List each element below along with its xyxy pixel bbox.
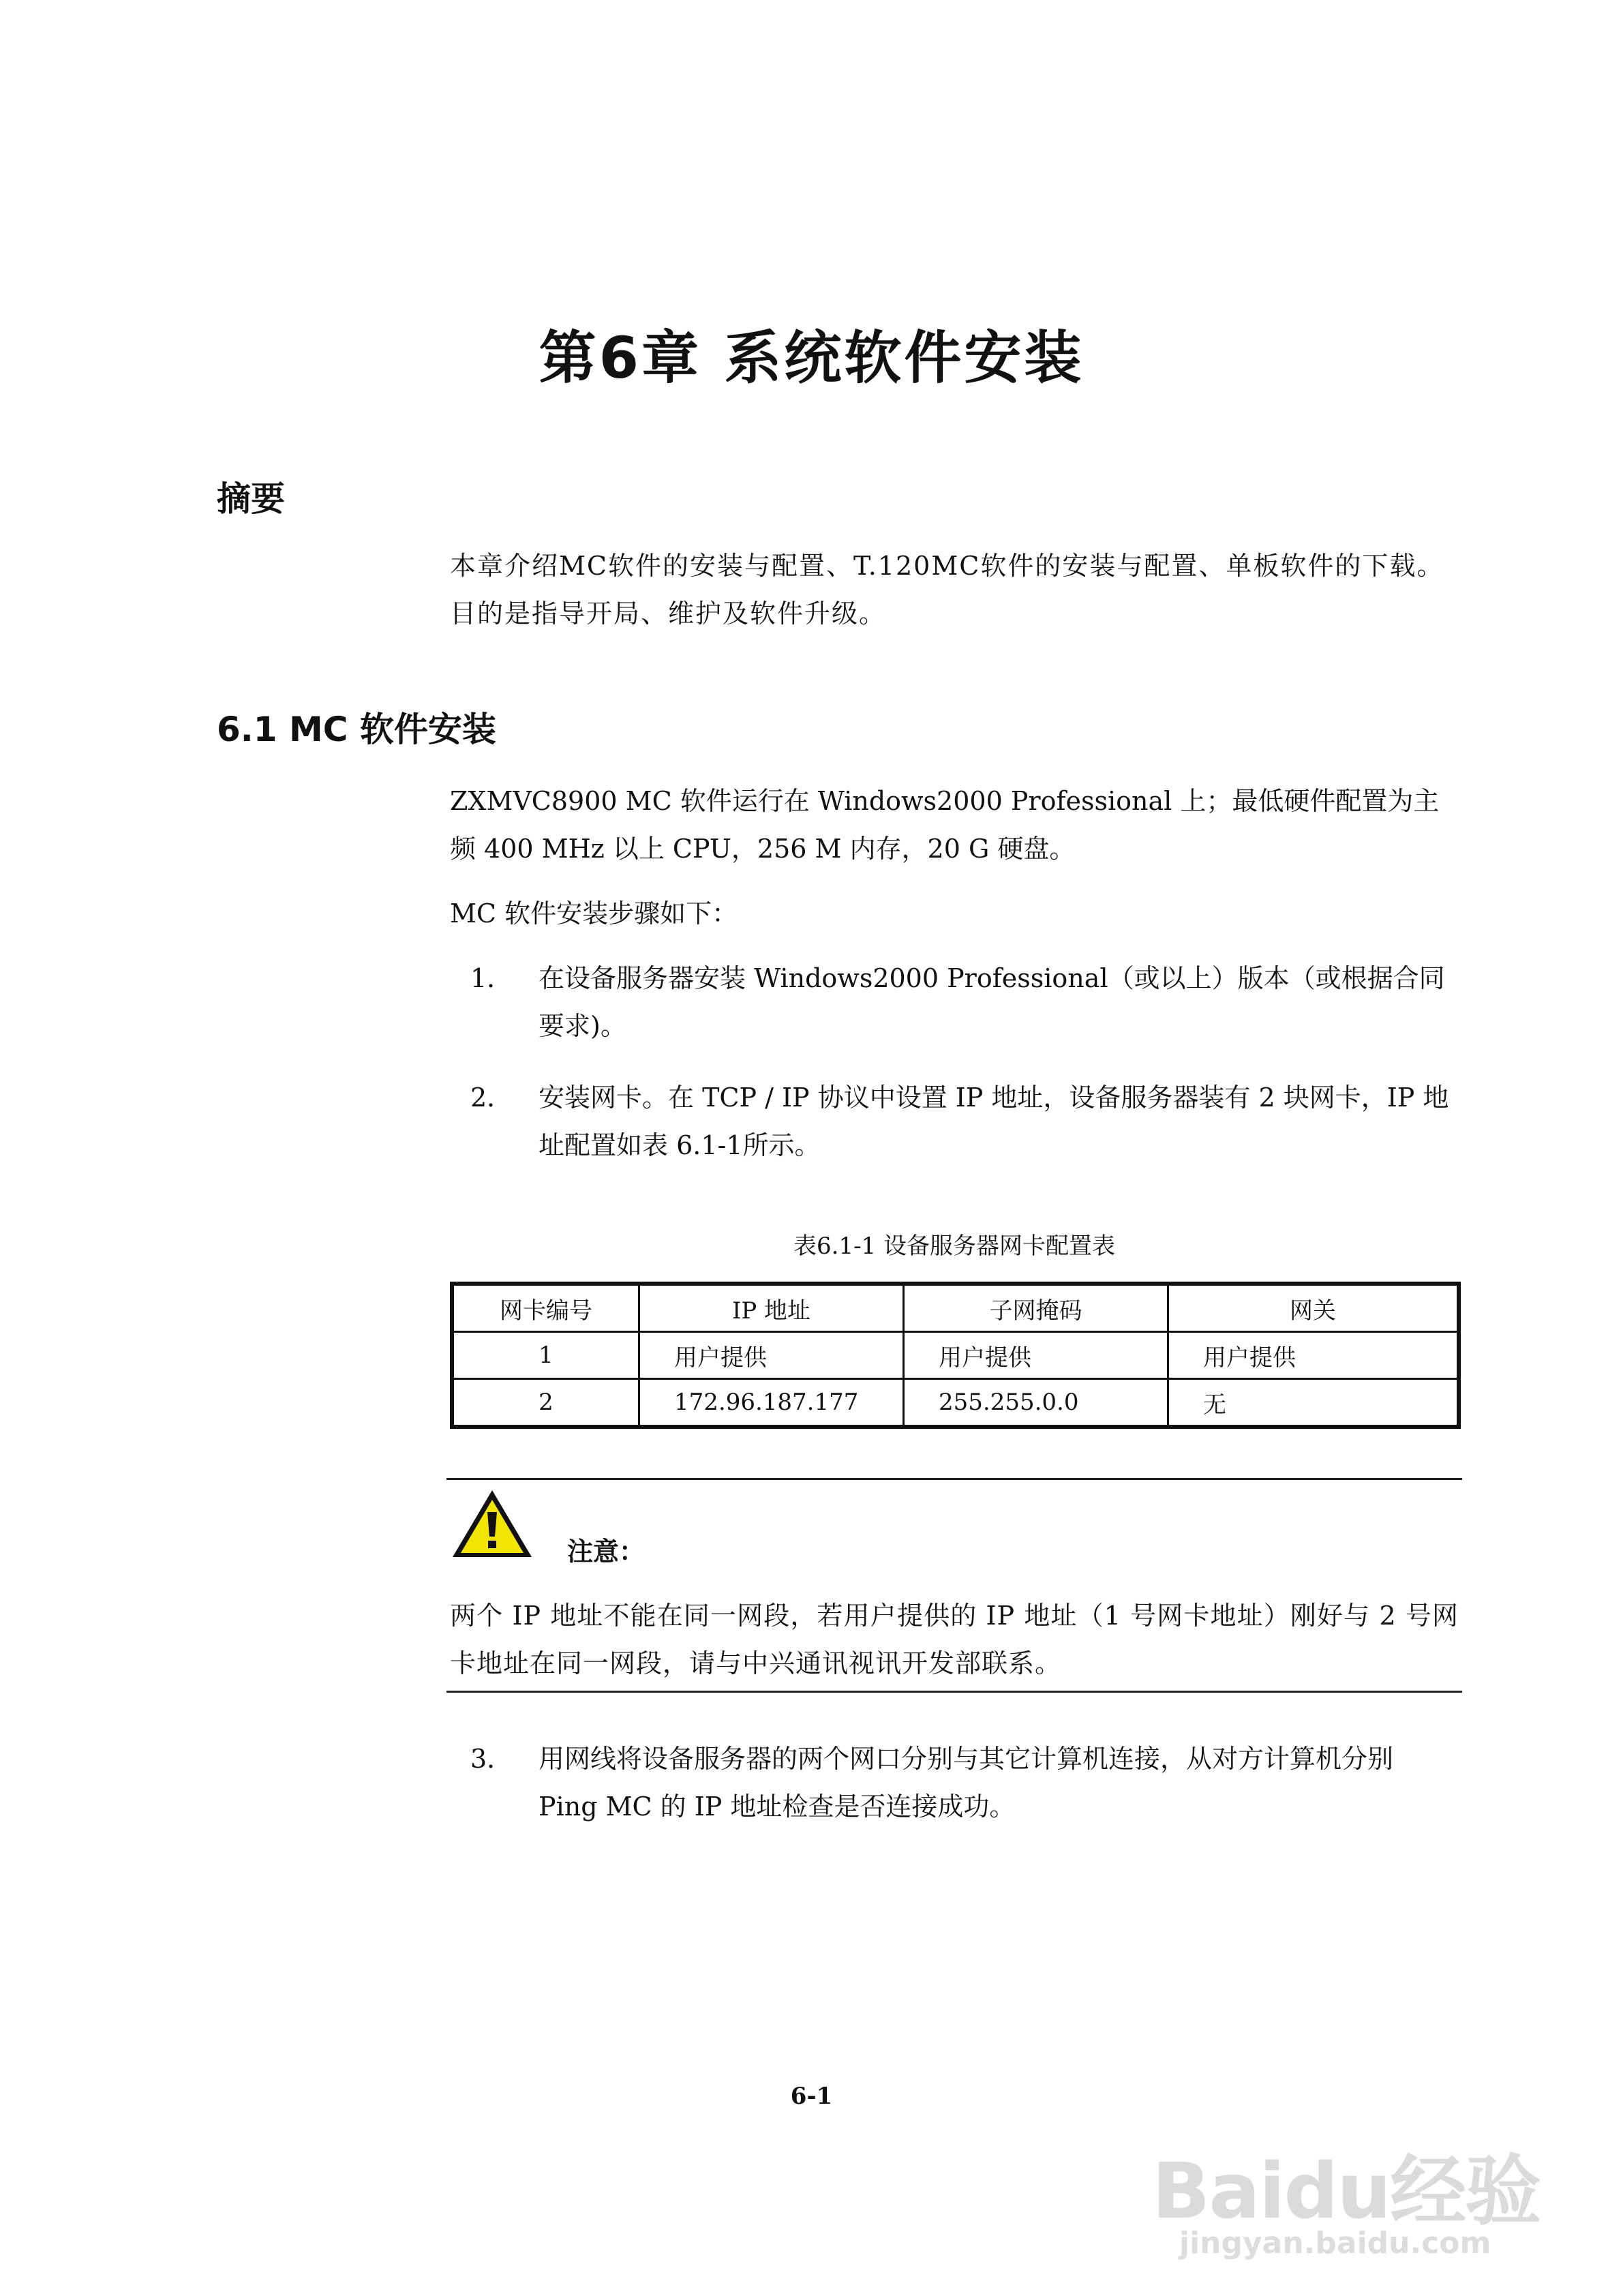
summary-text: 本章介绍MC软件的安装与配置、T.120MC软件的安装与配置、单板软件的下载。目的是指导开局、维护及软件升级。 xyxy=(450,551,1444,629)
watermark-url: jingyan.baidu.com xyxy=(1179,2226,1491,2261)
page-number: 6-1 xyxy=(790,2083,833,2110)
nic-config-table xyxy=(450,1282,1461,1429)
table-caption: 表6.1-1 设备服务器网卡配置表 xyxy=(793,1233,1115,1260)
table-cell: 用户提供 xyxy=(639,1332,904,1379)
table-cell: 2 xyxy=(452,1379,639,1428)
table-cell: 无 xyxy=(1168,1379,1459,1428)
summary-heading: 摘要 xyxy=(217,479,285,519)
step-number: 3． xyxy=(470,1744,513,1774)
note-label: 注意： xyxy=(567,1537,646,1567)
note-top-rule xyxy=(446,1478,1462,1480)
table-header-cell: 网卡编号 xyxy=(452,1284,639,1332)
table-header-cell: 子网掩码 xyxy=(904,1284,1168,1332)
table-cell: 255.255.0.0 xyxy=(904,1379,1168,1428)
warning-triangle-icon xyxy=(450,1486,535,1561)
table-header-cell: 网关 xyxy=(1168,1284,1459,1332)
chapter-title: 第6章 系统软件安装 xyxy=(539,324,1084,391)
step-text: 在设备服务器安装 Windows2000 Professional（或以上）版本（或根据合同要求)。 xyxy=(539,963,1445,1041)
step-item-1 xyxy=(450,954,1459,1057)
step-text: 用网线将设备服务器的两个网口分别与其它计算机连接，从对方计算机分别 Ping MC 的 IP 地址检查是否连接成功。 xyxy=(539,1744,1394,1822)
table-header-cell: IP 地址 xyxy=(639,1284,904,1332)
watermark-logo: Baidu经验 xyxy=(1152,2147,1541,2236)
table-cell: 用户提供 xyxy=(904,1332,1168,1379)
note-bottom-rule xyxy=(446,1691,1462,1693)
step-item-2 xyxy=(450,1074,1459,1176)
section-paragraph-2: MC 软件安装步骤如下： xyxy=(450,898,738,928)
table-row xyxy=(452,1332,1459,1379)
table-header-row xyxy=(452,1284,1459,1332)
section-paragraph-1: ZXMVC8900 MC 软件运行在 Windows2000 Professional 上；最低硬件配置为主频 400 MHz 以上 CPU，256 M 内存，20 G 硬盘。 xyxy=(450,786,1440,864)
step-number: 1． xyxy=(470,963,513,993)
note-text: 两个 IP 地址不能在同一网段，若用户提供的 IP 地址（1 号网卡地址）刚好与 2 号网卡地址在同一网段，请与中兴通讯视讯开发部联系。 xyxy=(450,1601,1459,1678)
step-text: 安装网卡。在 TCP / IP 协议中设置 IP 地址，设备服务器装有 2 块网卡，IP 地址配置如表 6.1-1所示。 xyxy=(539,1083,1449,1160)
step-item-3 xyxy=(450,1735,1459,1837)
table-cell: 1 xyxy=(452,1332,639,1379)
step-number: 2． xyxy=(470,1083,513,1113)
table-row xyxy=(452,1379,1459,1428)
section-heading: 6.1 MC 软件安装 xyxy=(217,710,496,749)
table-cell: 用户提供 xyxy=(1168,1332,1459,1379)
table-cell: 172.96.187.177 xyxy=(639,1379,904,1428)
baidu-watermark xyxy=(1152,2130,1561,2267)
